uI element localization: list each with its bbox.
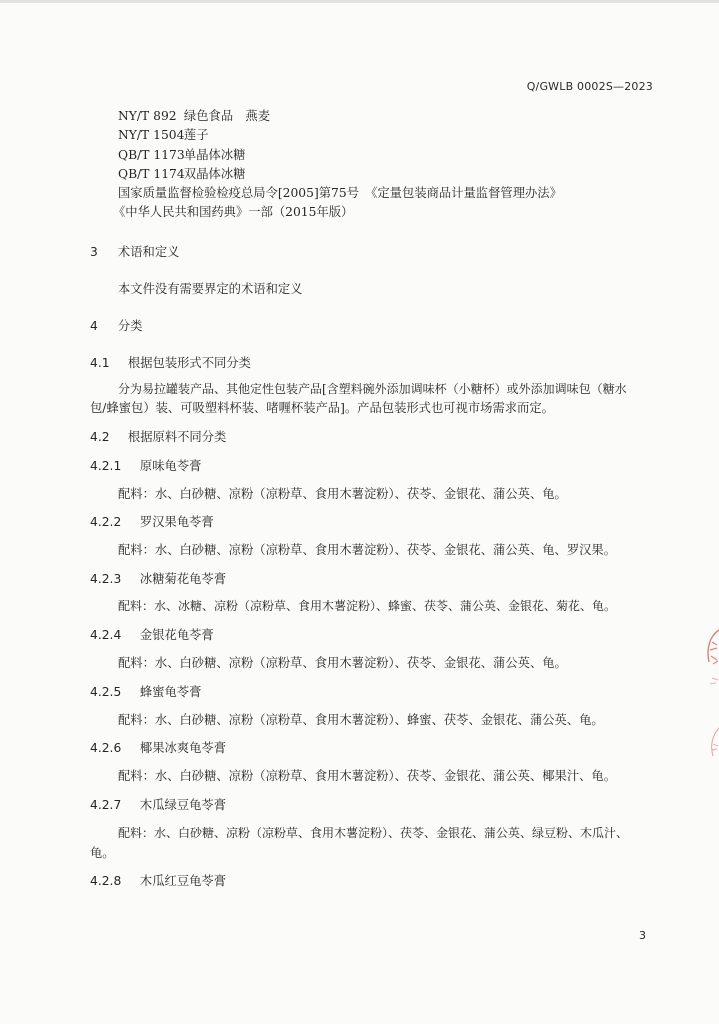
product-heading [90,797,226,813]
reference-item: 国家质量监督检验检疫总局令[2005]第75号 《定量包装商品计量监督管理办法》 [118,186,562,200]
subsection-title: 根据原料不同分类 [127,430,227,444]
ingredients-line: 配料：水、白砂糖、凉粉（凉粉草、食用木薯淀粉）、茯苓、金银花、蒲公英、龟、罗汉果。 [118,543,617,557]
reference-title: 双晶体冰糖 [183,167,246,181]
product-number: 4.2.8 [90,874,122,888]
subsection-heading [90,355,251,371]
ingredients-line: 配料：水、白砂糖、凉粉（凉粉草、食用木薯淀粉）、茯苓、金银花、蒲公英、绿豆粉、木瓜汁、 [118,826,629,840]
subsection-number: 4.2 [90,430,110,444]
product-number: 4.2.4 [90,628,122,642]
product-name: 蜂蜜龟苓膏 [139,685,202,699]
product-heading [90,514,214,530]
section-heading [90,244,179,260]
subsection-heading [90,429,226,445]
product-heading [90,684,201,700]
product-name: 罗汉果龟苓膏 [139,515,214,529]
product-name: 木瓜红豆龟苓膏 [139,874,227,888]
product-heading [90,740,226,756]
product-number: 4.2.2 [90,515,122,529]
ingredients-line: 配料：水、白砂糖、凉粉（凉粉草、食用木薯淀粉）、茯苓、金银花、蒲公英、椰果汁、龟。 [118,769,617,783]
product-number: 4.2.6 [90,741,122,755]
product-heading [90,571,226,587]
reference-item [118,127,209,143]
section-number: 4 [90,319,98,333]
section-title: 术语和定义 [117,245,180,259]
section-body: 本文件没有需要界定的术语和定义 [118,282,303,296]
section-number: 3 [90,245,98,259]
section-title: 分类 [117,319,143,333]
reference-code: QB/T 1173 [118,148,185,162]
reference-item [118,166,245,182]
reference-item [118,147,245,163]
product-name: 椰果冰爽龟苓膏 [139,741,227,755]
subsection-title: 根据包装形式不同分类 [127,356,251,370]
reference-code: QB/T 1174 [118,167,185,181]
reference-item [118,108,270,124]
reference-code: NY/T 892 [118,109,177,123]
reference-title: 莲子 [183,128,209,142]
product-name: 冰糖菊花龟苓膏 [139,572,227,586]
product-name: 木瓜绿豆龟苓膏 [139,798,227,812]
ingredients-line: 配料：水、白砂糖、凉粉（凉粉草、食用木薯淀粉）、茯苓、金银花、蒲公英、龟。 [118,487,567,501]
reference-title: 绿色食品 燕麦 [183,109,271,123]
subsection-number: 4.1 [90,356,110,370]
reference-item: 《中华人民共和国药典》一部（2015年版） [113,205,354,219]
ingredients-line: 配料：水、白砂糖、凉粉（凉粉草、食用木薯淀粉）、蜂蜜、茯苓、金银花、蒲公英、龟。 [118,713,604,727]
ingredients-line: 配料：水、白砂糖、凉粉（凉粉草、食用木薯淀粉）、茯苓、金银花、蒲公英、龟。 [118,656,567,670]
reference-code: NY/T 1504 [118,128,185,142]
paragraph-line: 分为易拉罐装产品、其他定性包装产品[含塑料碗外添加调味杯（小糖杯）或外添加调味包（糖水 [118,382,627,396]
reference-title: 单晶体冰糖 [183,148,246,162]
ingredients-line-continued: 龟。 [90,846,115,860]
scan-top-edge [0,0,719,3]
product-heading [90,627,214,643]
product-number: 4.2.3 [90,572,122,586]
paragraph-line: 包/蜂蜜包）装、可吸塑料杯装、啫喱杯装产品]。产品包装形式也可视市场需求而定。 [90,401,554,415]
page-number: 3 [639,929,646,942]
product-name: 原味龟苓膏 [139,459,202,473]
product-number: 4.2.5 [90,685,122,699]
product-heading [90,873,226,889]
red-seal-stamp-fragment [700,628,719,768]
product-name: 金银花龟苓膏 [139,628,214,642]
product-number: 4.2.1 [90,459,122,473]
document-code: Q/GWLB 0002S—2023 [526,80,653,93]
product-number: 4.2.7 [90,798,122,812]
ingredients-line: 配料：水、冰糖、凉粉（凉粉草、食用木薯淀粉）、蜂蜜、茯苓、蒲公英、金银花、菊花、龟。 [118,599,617,613]
section-heading [90,318,143,334]
product-heading [90,458,201,474]
